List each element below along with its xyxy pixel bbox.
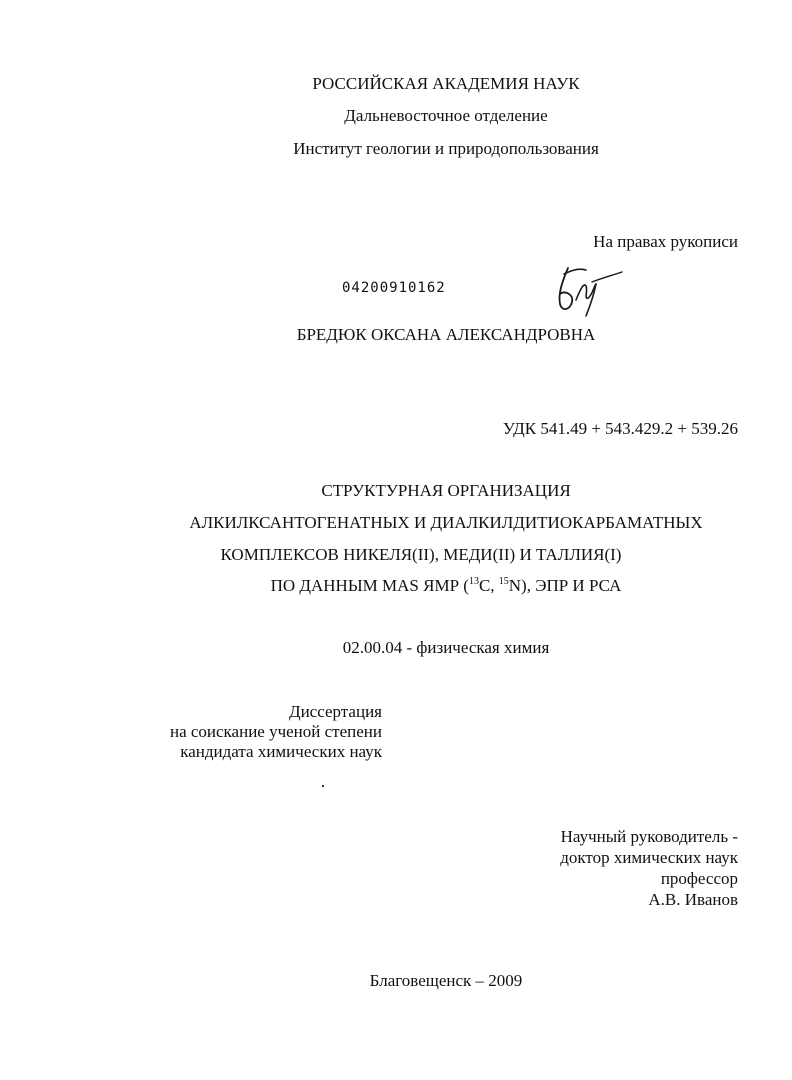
city-year: Благовещенск – 2009 [369, 971, 523, 990]
title-line-4-prefix: ПО ДАННЫМ MAS ЯМР ( [270, 576, 469, 595]
scan-speck [322, 785, 324, 787]
supervisor-name: А.В. Иванов [648, 890, 738, 909]
author-name: БРЕДЮК ОКСАНА АЛЕКСАНДРОВНА [296, 325, 596, 344]
dissertation-title-line-3: КОМПЛЕКСОВ НИКЕЛЯ(II), МЕДИ(II) И ТАЛЛИЯ(I) [220, 545, 622, 564]
signature-icon [548, 260, 628, 318]
specialty-code: 02.00.04 - физическая химия [342, 638, 550, 657]
dissertation-degree-line: на соискание ученой степени [169, 722, 382, 741]
supervisor-degree: доктор химических наук [560, 848, 738, 867]
institute-name: Институт геологии и природопользования [293, 139, 599, 158]
dissertation-label: Диссертация [288, 702, 382, 721]
dissertation-title-line-4 [0, 576, 792, 596]
branch-name: Дальневосточное отделение [344, 106, 548, 125]
isotope-13-superscript: 13 [468, 576, 479, 587]
manuscript-rights: На правах рукописи [593, 232, 738, 251]
udk-code: УДК 541.49 + 543.429.2 + 539.26 [502, 419, 738, 438]
dissertation-title-line-1: СТРУКТУРНАЯ ОРГАНИЗАЦИЯ [321, 481, 571, 500]
academy-name: РОССИЙСКАЯ АКАДЕМИЯ НАУК [312, 74, 580, 93]
dissertation-degree-field: кандидата химических наук [180, 742, 382, 761]
dissertation-title-line-2: АЛКИЛКСАНТОГЕНАТНЫХ И ДИАЛКИЛДИТИОКАРБАМАТНЫХ [189, 513, 703, 532]
title-line-4-mid: C, [478, 576, 499, 595]
isotope-15-superscript: 15 [498, 576, 509, 587]
title-line-4-suffix: N), ЭПР И РСА [508, 576, 622, 595]
supervisor-role: Научный руководитель - [560, 827, 738, 846]
supervisor-title: профессор [660, 869, 738, 888]
registration-number: 04200910162 [342, 280, 446, 296]
